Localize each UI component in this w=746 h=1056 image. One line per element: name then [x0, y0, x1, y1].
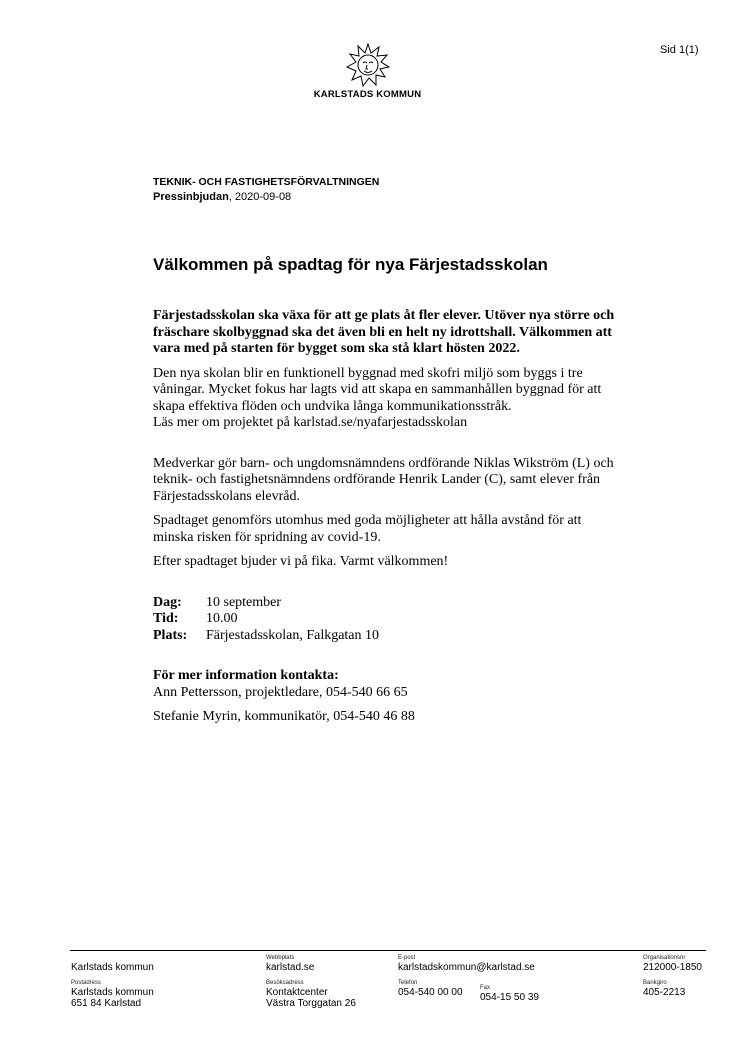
postadress-line1: Karlstads kommun: [71, 987, 154, 998]
bankgiro-label: Bankgiro: [643, 980, 667, 986]
footer-col-org: [643, 954, 702, 998]
fax-value: 054-15 50 39: [480, 992, 539, 1003]
epost-label: E-post: [398, 955, 416, 961]
body-paragraph-1: Den nya skolan blir en funktionell byggnad med skofri miljö som byggs i tre våningar. Mycket fokus har lagts vid att skapa en sammanhållen byggnad för att skapa effektiva flöden och undvika långa kommunikationsstråk.: [153, 365, 602, 414]
doc-type-line: [153, 190, 379, 205]
press-body: [153, 308, 623, 726]
doc-type: Pressinbjudan: [153, 191, 229, 203]
postadress-line2: 651 84 Karlstad: [71, 998, 142, 1009]
karlstad-logo: [300, 43, 435, 100]
body-paragraph-4: Efter spadtaget bjuder vi på fika. Varmt välkommen!: [153, 554, 449, 569]
body-paragraph-3: Spadtaget genomförs utomhus med goda möjligheter att hålla avstånd för att minska risken för spridning av covid-19.: [153, 513, 582, 545]
telefon-value: 054-540 00 00: [398, 987, 463, 998]
event-row-time: [153, 611, 379, 628]
postadress-label: Postadress: [71, 980, 102, 986]
orgnr-value: 212000-1850: [643, 962, 702, 973]
webbplats-value: karlstad.se: [266, 962, 315, 973]
webbplats-label: Webbplats: [266, 955, 295, 961]
sun-face-icon: [346, 43, 390, 87]
epost-value: karlstadskommun@karlstad.se: [398, 962, 535, 973]
place-label: Plats:: [153, 627, 188, 643]
page-title: Välkommen på spadtag för nya Färjestadsskolan: [153, 255, 548, 274]
footer-col-web: [266, 954, 356, 1009]
event-row-day: [153, 595, 379, 612]
doc-date: , 2020-09-08: [228, 191, 292, 203]
body-paragraph-2: Medverkar gör barn- och ungdomsnämndens ordförande Niklas Wikström (L) och teknik- och fastighetsnämndens ordförande Henrik Lander (C), samt elever från Färjestadsskolans elevråd.: [153, 455, 614, 504]
besoksadress-line2: Västra Torggatan 26: [266, 998, 356, 1009]
day-label: Dag:: [153, 594, 182, 610]
event-details: [153, 595, 379, 645]
besoksadress-label: Besöksadress: [266, 980, 304, 986]
footer-org-name: Karlstads kommun: [71, 962, 154, 973]
logo-text: KARLSTADS KOMMUN: [313, 89, 422, 100]
footer-col-fax: [480, 984, 539, 1003]
contact-person-2: Stefanie Myrin, kommunikatör, 054-540 46 88: [153, 709, 415, 724]
bankgiro-value: 405-2213: [643, 987, 686, 998]
event-row-place: [153, 628, 379, 645]
footer-divider: [70, 950, 706, 951]
besoksadress-line1: Kontaktcenter: [266, 987, 328, 998]
project-link-line: Läs mer om projektet på karlstad.se/nyafarjestadsskolan: [153, 415, 468, 430]
orgnr-label: Organisationsnr: [643, 955, 686, 961]
document-header: [153, 175, 379, 205]
time-label: Tid:: [153, 611, 179, 626]
day-value: 10 september: [206, 594, 282, 610]
contact-heading: För mer information kontakta:: [153, 668, 339, 683]
department-name: TEKNIK- OCH FASTIGHETSFÖRVALTNINGEN: [153, 176, 380, 188]
lead-paragraph: Färjestadsskolan ska växa för att ge plats åt fler elever. Utöver nya större och fräschare skolbyggnad ska det även bli en helt ny idrottshall. Välkommen att vara med på starten för bygget som ska stå klart hösten 2022.: [153, 308, 615, 356]
footer-col-postal: [71, 954, 154, 1009]
time-value: 10.00: [206, 611, 238, 626]
page-number: Sid 1(1): [660, 44, 699, 56]
contact-person-1: Ann Pettersson, projektledare, 054-540 66 65: [153, 684, 408, 700]
place-value: Färjestadsskolan, Falkgatan 10: [206, 627, 380, 643]
fax-label: Fax: [480, 985, 491, 991]
telefon-label: Telefon: [398, 980, 418, 986]
